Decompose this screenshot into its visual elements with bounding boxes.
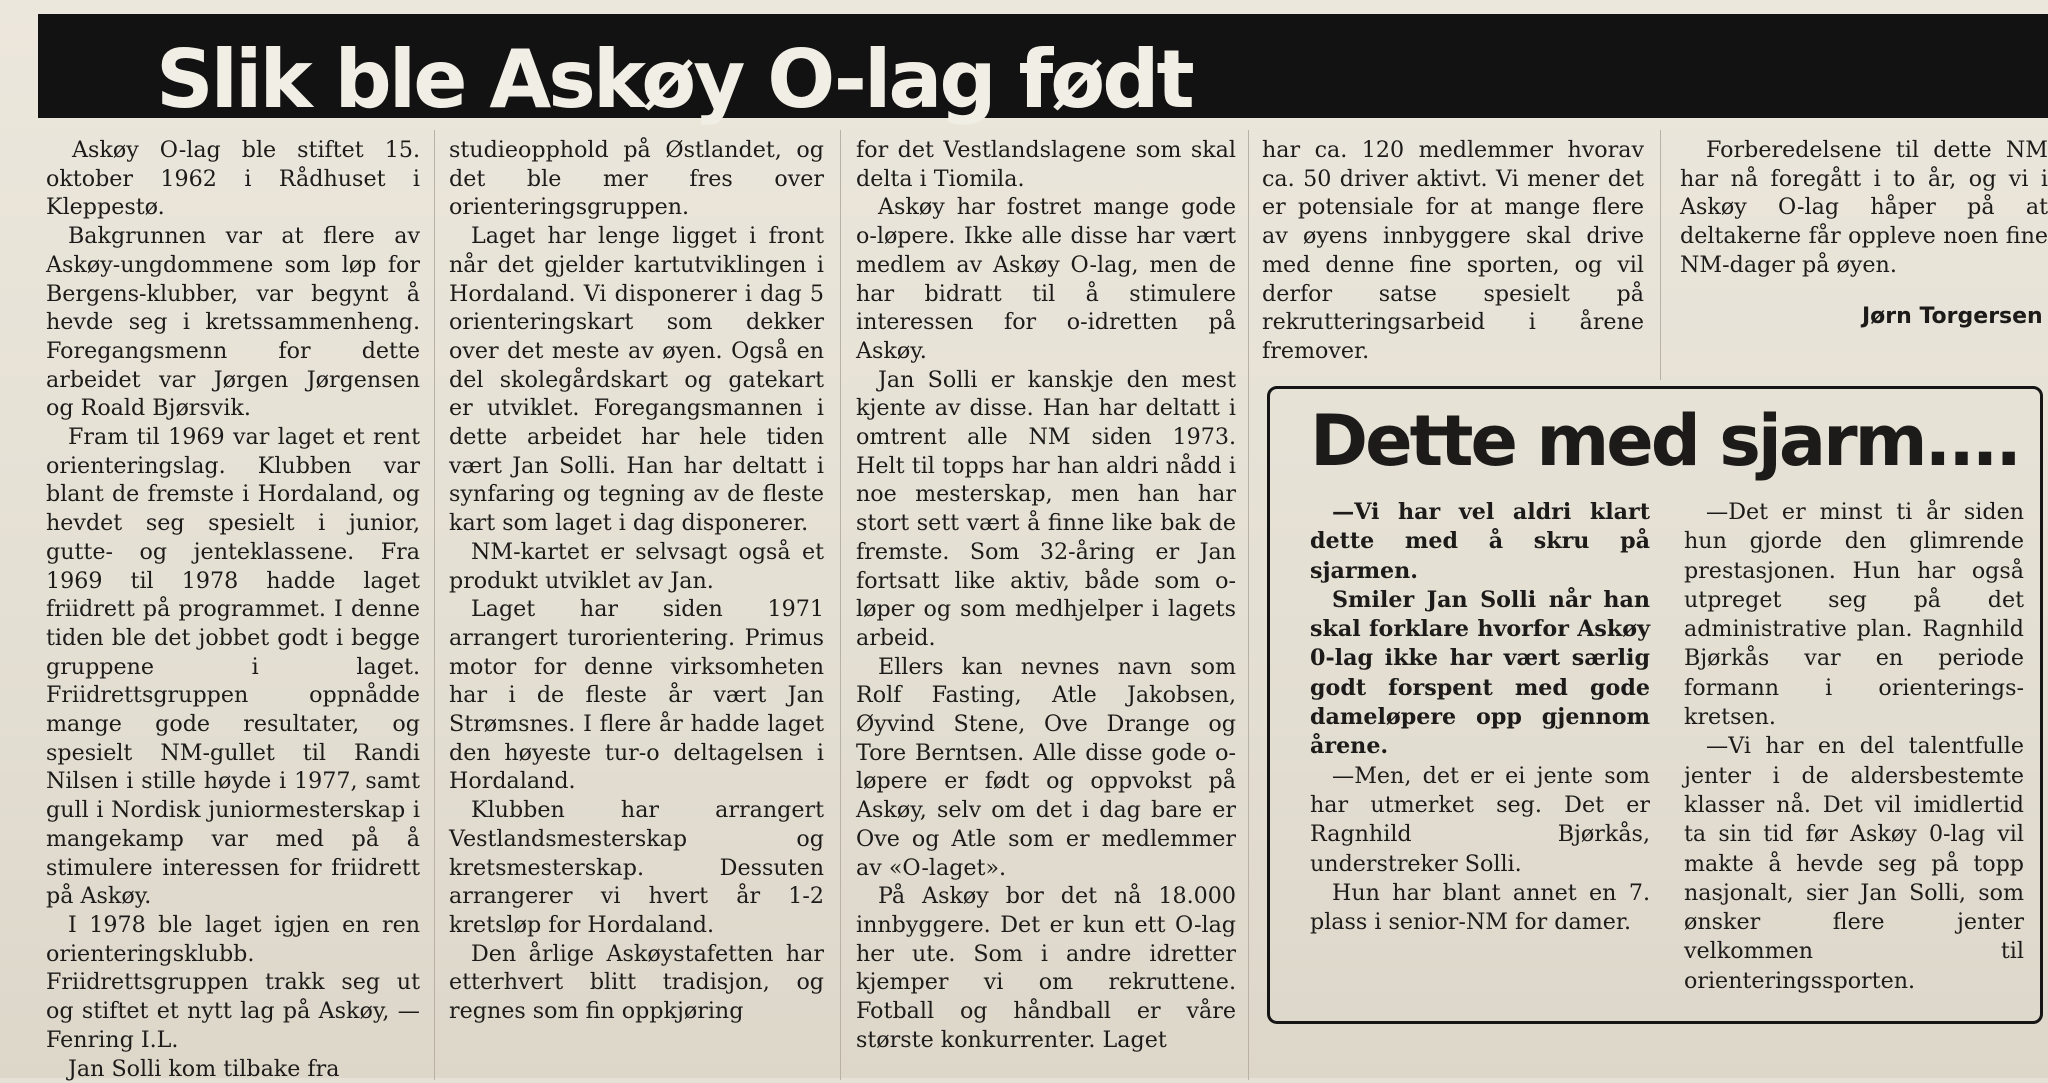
article-column-3: [856, 136, 1236, 1055]
author-signature: Jørn Torgersen: [1862, 304, 2043, 329]
paragraph: Smiler Jan Solli når han skal forklare hvorfor Askøy 0-lag ikke har vært særlig godt forspent med gode dameløpere opp gjennom årene.: [1310, 586, 1650, 762]
sidebar-title: Dette med sjarm....: [1310, 396, 2019, 486]
sidebar-column-1: [1310, 498, 1650, 937]
paragraph: Bakgrunnen var at flere av Askøy-ungdommene som løp for Bergens-klubber, var begynt å hevde seg i kretssammenheng. Foregangsmenn for dette arbeidet var Jørgen Jørgensen og Roald Bjørsvik.: [46, 222, 420, 423]
headline: Slik ble Askøy O-lag født: [156, 30, 1192, 130]
paragraph: I 1978 ble laget igjen en ren orienteringsklubb. Friidrettsgruppen trakk seg ut og stiftet et nytt lag på Askøy, — Fenring I.L.: [46, 911, 420, 1055]
paragraph: Ellers kan nevnes navn som Rolf Fasting, Atle Jakobsen, Øyvind Stene, Ove Drange og Tore Berntsen. Alle disse gode o-løpere er født og oppvokst på Askøy, selv om det i dag bare er Ove og Atle som er medlemmer av «O-laget».: [856, 653, 1236, 883]
column-rule: [1660, 130, 1661, 380]
paragraph: Jan Solli kom tilbake fra: [46, 1055, 420, 1083]
paragraph: NM-kartet er selvsagt også et produkt utviklet av Jan.: [449, 538, 824, 595]
paragraph: studieopphold på Østlandet, og det ble mer fres over orienteringsgruppen.: [449, 136, 824, 222]
paragraph: Jan Solli er kanskje den mest kjente av disse. Han har deltatt i omtrent alle NM siden 1973. Helt til topps har han aldri nådd i noe mesterskap, men han har stort sett vært å finne like bak de fremste. Som 32-åring er Jan fortsatt like aktiv, både som o-løper og som medhjelper i lagets arbeid.: [856, 366, 1236, 653]
paragraph: Fram til 1969 var laget et rent orienteringslag. Klubben var blant de fremste i Hordaland, og hevdet seg spesielt i junior, gutte- og jenteklassene. Fra 1969 til 1978 hadde laget friidrett på programmet. I denne tiden ble det jobbet godt i begge gruppene i laget. Friidrettsgruppen oppnådde mange gode resultater, og spesielt NM-gullet til Randi Nilsen i stille høyde i 1977, samt gull i Nordisk juniormesterskap i mangekamp var med på å stimulere interessen for friidrett på Askøy.: [46, 423, 420, 911]
article-column-5: [1680, 136, 2048, 280]
sidebar-column-2: [1684, 498, 2024, 996]
column-rule: [434, 130, 435, 1080]
paragraph: Den årlige Askøystafetten har etterhvert blitt tradisjon, og regnes som fin oppkjøring: [449, 940, 824, 1026]
paragraph: Klubben har arrangert Vestlandsmesterskap og kretsmesterskap. Dessuten arrangerer vi hvert år 1-2 kretsløp for Hordaland.: [449, 796, 824, 940]
paragraph: —Vi har en del talentfulle jenter i de aldersbestemte klasser nå. Det vil imidlertid ta sin tid før Askøy 0-lag vil makte å hevde seg på topp nasjonalt, sier Jan Solli, som ønsker flere jenter velkommen til orienteringssporten.: [1684, 732, 2024, 996]
paragraph: —Men, det er ei jente som har utmerket seg. Det er Ragnhild Bjørkås, understreker Solli.: [1310, 762, 1650, 879]
paragraph: Askøy O-lag ble stiftet 15. oktober 1962 i Rådhuset i Kleppestø.: [46, 136, 420, 222]
paragraph: Forberedelsene til dette NM har nå foregått i to år, og vi i Askøy O-lag håper på at deltakerne får oppleve noen fine NM-dager på øyen.: [1680, 136, 2048, 280]
paragraph: —Vi har vel aldri klart dette med å skru på sjarmen.: [1310, 498, 1650, 586]
paragraph: Laget har lenge ligget i front når det gjelder kartutviklingen i Hordaland. Vi disponerer i dag 5 orienteringskart som dekker over det meste av øyen. Også en del skolegårdskart og gatekart er utviklet. Foregangsmannen i dette arbeidet har hele tiden vært Jan Solli. Han har deltatt i synfaring og tegning av de fleste kart som laget i dag disponerer.: [449, 222, 824, 538]
paragraph: Laget har siden 1971 arrangert turorientering. Primus motor for denne virksomheten har i de fleste år vært Jan Strømsnes. I flere år hadde laget den høyeste tur-o deltagelsen i Hordaland.: [449, 595, 824, 796]
paragraph: På Askøy bor det nå 18.000 innbyggere. Det er kun ett O-lag her ute. Som i andre idretter kjemper vi om rekruttene. Fotball og håndball er våre største konkurrenter. Laget: [856, 882, 1236, 1054]
article-column-4: [1262, 136, 1644, 366]
article-column-2: [449, 136, 824, 1026]
paragraph: har ca. 120 medlemmer hvorav ca. 50 driver aktivt. Vi mener det er potensiale for at mange flere av øyens innbyggere skal drive med denne fine sporten, og vil derfor satse spesielt på rekrutteringsarbeid i årene fremover.: [1262, 136, 1644, 366]
article-column-1: [46, 136, 420, 1083]
headline-bar: [38, 14, 2048, 118]
paragraph: Hun har blant annet en 7. plass i senior-NM for damer.: [1310, 879, 1650, 938]
column-rule: [840, 130, 841, 1080]
column-rule: [1248, 130, 1249, 1080]
paragraph: for det Vestlandslagene som skal delta i Tiomila.: [856, 136, 1236, 193]
paragraph: Askøy har fostret mange gode o-løpere. Ikke alle disse har vært medlem av Askøy O-lag, men de har bidratt til å stimulere interessen for o-idretten på Askøy.: [856, 193, 1236, 365]
paragraph: —Det er minst ti år siden hun gjorde den glimrende prestasjonen. Hun har også utpreget seg på det administrative plan. Ragnhild Bjørkås var en periode formann i orienterings-kretsen.: [1684, 498, 2024, 732]
